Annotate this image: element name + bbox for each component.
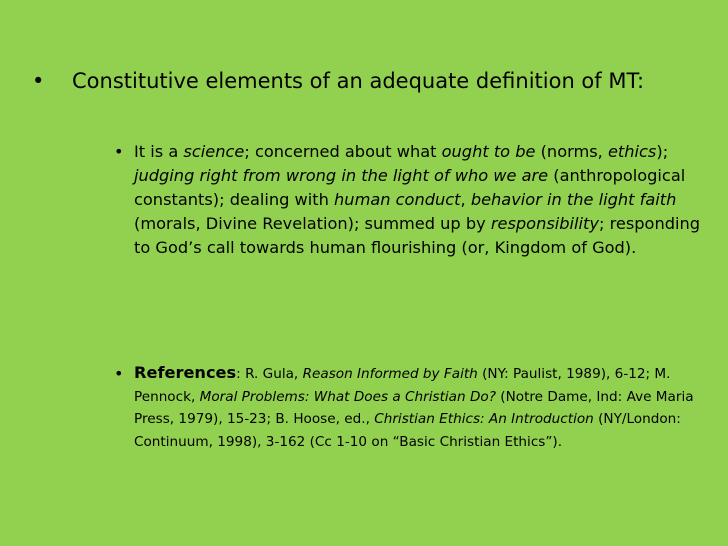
sub-bullet-definition — [114, 140, 704, 260]
plain-text: (norms, — [535, 142, 608, 161]
bullet-dot-icon: • — [114, 142, 124, 161]
sub-bullet-references-text — [134, 362, 704, 453]
sub-bullet-definition-text — [134, 140, 704, 260]
italic-text: judging right from wrong in the light of who we are — [134, 166, 549, 185]
sub-bullet-references — [114, 362, 704, 453]
italic-text: Moral Problems: What Does a Christian Do? — [199, 388, 496, 405]
plain-text: ; concerned about what — [244, 142, 442, 161]
main-bullet-text: Constitutive elements of an adequate definition of MT: — [72, 69, 645, 93]
plain-text: (Notre Dame, Ind: Ave Maria Press, 1979), 15-23; B. Hoose, ed., — [134, 388, 694, 427]
italic-text: ought to be — [441, 142, 536, 161]
italic-text: Christian Ethics: An Introduction — [374, 411, 594, 427]
plain-text: (NY: Paulist, 1989), 6-12; M. Pennock, — [134, 366, 671, 405]
bullet-dot-icon: • — [32, 69, 45, 93]
references-label: References — [134, 363, 237, 382]
plain-text: ); — [656, 142, 669, 161]
italic-text: responsibility — [490, 214, 599, 233]
plain-text: (anthropological constants); dealing with — [134, 166, 686, 209]
italic-text: Reason Informed by Faith — [302, 366, 478, 382]
plain-text: ; responding to God’s call towards human flourishing (or, Kingdom of God). — [134, 214, 701, 257]
italic-text: science — [183, 142, 245, 161]
main-bullet — [32, 66, 672, 97]
italic-text: ethics — [607, 142, 657, 161]
plain-text: (NY/London: Continuum, 1998), 3-162 (Cc 1-10 on “Basic Christian Ethics”). — [134, 411, 681, 450]
italic-text: behavior in the light faith — [470, 190, 677, 209]
bullet-dot-icon: • — [114, 364, 124, 383]
plain-text: : R. Gula, — [236, 366, 303, 382]
plain-text: (morals, Divine Revelation); summed up by — [134, 214, 491, 233]
italic-text: human conduct — [334, 190, 461, 209]
plain-text: , — [460, 190, 471, 209]
plain-text: It is a — [134, 142, 184, 161]
